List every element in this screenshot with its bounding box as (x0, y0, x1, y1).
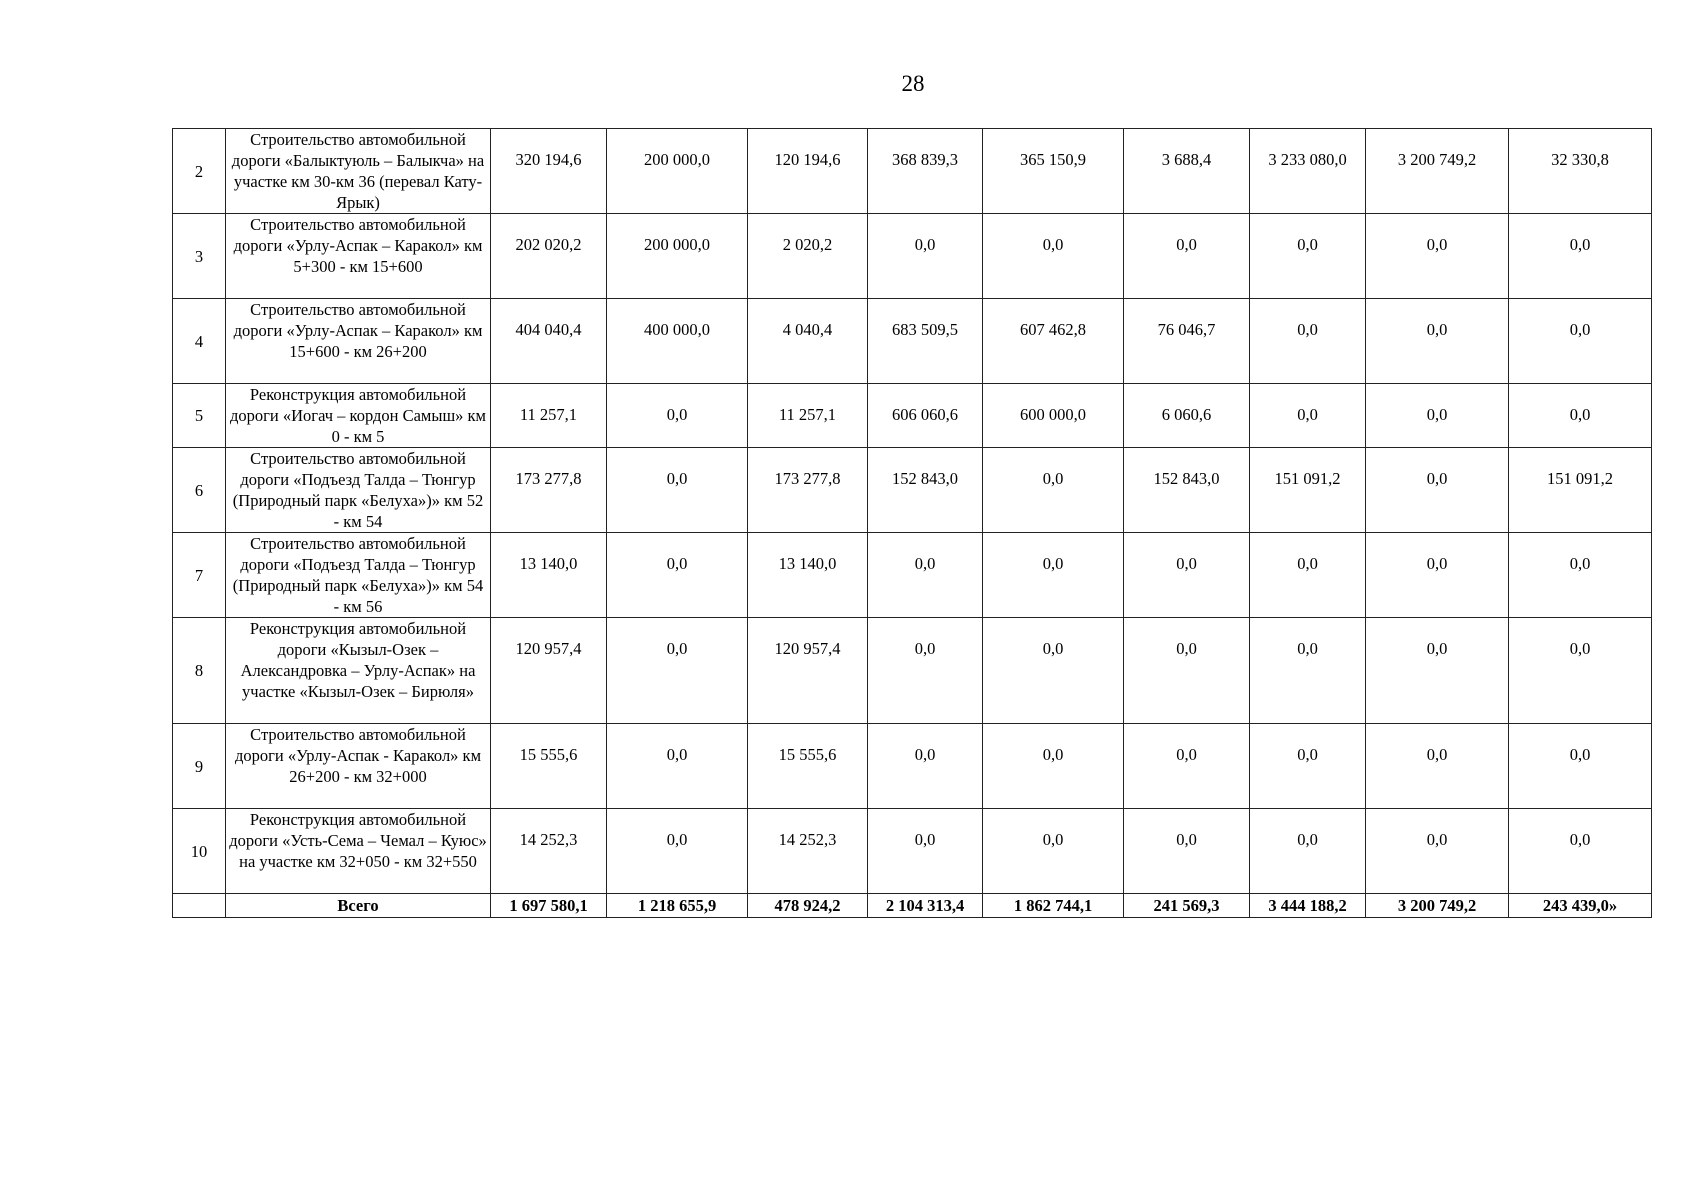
project-name-cell: Строительство автомобильной дороги «Балыктуюль – Балыкча» на участке км 30-км 36 (перевал Кату-Ярык) (226, 129, 491, 214)
value-cell: 0,0 (1509, 618, 1652, 724)
total-value-cell: 1 697 580,1 (491, 894, 607, 918)
table-row (173, 384, 1652, 448)
value-cell: 120 957,4 (748, 618, 868, 724)
value-cell: 0,0 (1366, 724, 1509, 809)
total-value-cell: 3 200 749,2 (1366, 894, 1509, 918)
value-cell: 0,0 (983, 533, 1124, 618)
value-cell: 14 252,3 (748, 809, 868, 894)
table-row (173, 533, 1652, 618)
row-number: 4 (173, 299, 226, 384)
table-row (173, 214, 1652, 299)
table-row (173, 299, 1652, 384)
value-cell: 32 330,8 (1509, 129, 1652, 214)
total-label: Всего (226, 894, 491, 918)
value-cell: 404 040,4 (491, 299, 607, 384)
value-cell: 152 843,0 (868, 448, 983, 533)
value-cell: 0,0 (1509, 724, 1652, 809)
value-cell: 0,0 (1509, 809, 1652, 894)
total-value-cell: 1 862 744,1 (983, 894, 1124, 918)
table-row (173, 809, 1652, 894)
value-cell: 202 020,2 (491, 214, 607, 299)
value-cell: 120 194,6 (748, 129, 868, 214)
value-cell: 14 252,3 (491, 809, 607, 894)
value-cell: 0,0 (1250, 809, 1366, 894)
value-cell: 0,0 (1366, 533, 1509, 618)
value-cell: 0,0 (983, 809, 1124, 894)
table-row (173, 618, 1652, 724)
value-cell: 11 257,1 (748, 384, 868, 448)
value-cell: 152 843,0 (1124, 448, 1250, 533)
value-cell: 3 200 749,2 (1366, 129, 1509, 214)
value-cell: 0,0 (607, 448, 748, 533)
value-cell: 0,0 (983, 724, 1124, 809)
value-cell: 0,0 (983, 214, 1124, 299)
total-value-cell: 3 444 188,2 (1250, 894, 1366, 918)
value-cell: 0,0 (1124, 724, 1250, 809)
value-cell: 0,0 (607, 618, 748, 724)
value-cell: 0,0 (868, 214, 983, 299)
value-cell: 11 257,1 (491, 384, 607, 448)
value-cell: 0,0 (607, 384, 748, 448)
value-cell: 0,0 (868, 533, 983, 618)
value-cell: 0,0 (607, 533, 748, 618)
project-name-cell: Строительство автомобильной дороги «Урлу-Аспак – Каракол» км 5+300 - км 15+600 (226, 214, 491, 299)
page-number: 28 (901, 71, 925, 96)
value-cell: 0,0 (983, 618, 1124, 724)
value-cell: 0,0 (1250, 724, 1366, 809)
value-cell: 151 091,2 (1250, 448, 1366, 533)
value-cell: 0,0 (1509, 533, 1652, 618)
row-number: 2 (173, 129, 226, 214)
total-value-cell: 1 218 655,9 (607, 894, 748, 918)
row-number: 6 (173, 448, 226, 533)
value-cell: 0,0 (1250, 533, 1366, 618)
value-cell: 0,0 (1250, 618, 1366, 724)
value-cell: 0,0 (1250, 214, 1366, 299)
financing-table (172, 128, 1652, 918)
value-cell: 368 839,3 (868, 129, 983, 214)
value-cell: 0,0 (607, 724, 748, 809)
value-cell: 13 140,0 (491, 533, 607, 618)
value-cell: 0,0 (1124, 618, 1250, 724)
value-cell: 683 509,5 (868, 299, 983, 384)
value-cell: 0,0 (1124, 809, 1250, 894)
total-row (173, 894, 1652, 918)
value-cell: 0,0 (1124, 214, 1250, 299)
value-cell: 151 091,2 (1509, 448, 1652, 533)
total-empty-cell (173, 894, 226, 918)
project-name-cell: Строительство автомобильной дороги «Урлу-Аспак - Каракол» км 26+200 - км 32+000 (226, 724, 491, 809)
value-cell: 0,0 (1366, 214, 1509, 299)
project-name-cell: Строительство автомобильной дороги «Подъезд Талда – Тюнгур (Природный парк «Белуха»)» км 52 - км 54 (226, 448, 491, 533)
value-cell: 400 000,0 (607, 299, 748, 384)
value-cell: 4 040,4 (748, 299, 868, 384)
value-cell: 3 233 080,0 (1250, 129, 1366, 214)
value-cell: 0,0 (1366, 299, 1509, 384)
row-number: 5 (173, 384, 226, 448)
value-cell: 15 555,6 (748, 724, 868, 809)
value-cell: 2 020,2 (748, 214, 868, 299)
row-number: 3 (173, 214, 226, 299)
table-row (173, 448, 1652, 533)
value-cell: 0,0 (1509, 214, 1652, 299)
project-name-cell: Строительство автомобильной дороги «Урлу-Аспак – Каракол» км 15+600 - км 26+200 (226, 299, 491, 384)
value-cell: 3 688,4 (1124, 129, 1250, 214)
value-cell: 0,0 (868, 618, 983, 724)
value-cell: 15 555,6 (491, 724, 607, 809)
total-value-cell: 478 924,2 (748, 894, 868, 918)
value-cell: 120 957,4 (491, 618, 607, 724)
table-row (173, 724, 1652, 809)
value-cell: 173 277,8 (748, 448, 868, 533)
value-cell: 365 150,9 (983, 129, 1124, 214)
value-cell: 200 000,0 (607, 129, 748, 214)
value-cell: 600 000,0 (983, 384, 1124, 448)
row-number: 7 (173, 533, 226, 618)
value-cell: 6 060,6 (1124, 384, 1250, 448)
value-cell: 606 060,6 (868, 384, 983, 448)
total-value-cell: 241 569,3 (1124, 894, 1250, 918)
value-cell: 0,0 (1366, 448, 1509, 533)
value-cell: 0,0 (1250, 299, 1366, 384)
row-number: 10 (173, 809, 226, 894)
row-number: 9 (173, 724, 226, 809)
value-cell: 0,0 (1366, 384, 1509, 448)
value-cell: 0,0 (1509, 299, 1652, 384)
value-cell: 0,0 (607, 809, 748, 894)
value-cell: 320 194,6 (491, 129, 607, 214)
value-cell: 173 277,8 (491, 448, 607, 533)
project-name-cell: Реконструкция автомобильной дороги «Усть-Сема – Чемал – Куюс» на участке км 32+050 - км 32+550 (226, 809, 491, 894)
project-name-cell: Реконструкция автомобильной дороги «Иогач – кордон Самыш» км 0 - км 5 (226, 384, 491, 448)
value-cell: 0,0 (1250, 384, 1366, 448)
value-cell: 76 046,7 (1124, 299, 1250, 384)
value-cell: 607 462,8 (983, 299, 1124, 384)
value-cell: 13 140,0 (748, 533, 868, 618)
value-cell: 0,0 (983, 448, 1124, 533)
total-value-cell: 243 439,0» (1509, 894, 1652, 918)
value-cell: 0,0 (868, 724, 983, 809)
value-cell: 0,0 (1124, 533, 1250, 618)
project-name-cell: Реконструкция автомобильной дороги «Кызыл-Озек – Александровка – Урлу-Аспак» на участке «Кызыл-Озек – Бирюля» (226, 618, 491, 724)
value-cell: 0,0 (1366, 618, 1509, 724)
value-cell: 200 000,0 (607, 214, 748, 299)
project-name-cell: Строительство автомобильной дороги «Подъезд Талда – Тюнгур (Природный парк «Белуха»)» км 54 - км 56 (226, 533, 491, 618)
table-row (173, 129, 1652, 214)
total-value-cell: 2 104 313,4 (868, 894, 983, 918)
row-number: 8 (173, 618, 226, 724)
value-cell: 0,0 (1509, 384, 1652, 448)
value-cell: 0,0 (1366, 809, 1509, 894)
value-cell: 0,0 (868, 809, 983, 894)
